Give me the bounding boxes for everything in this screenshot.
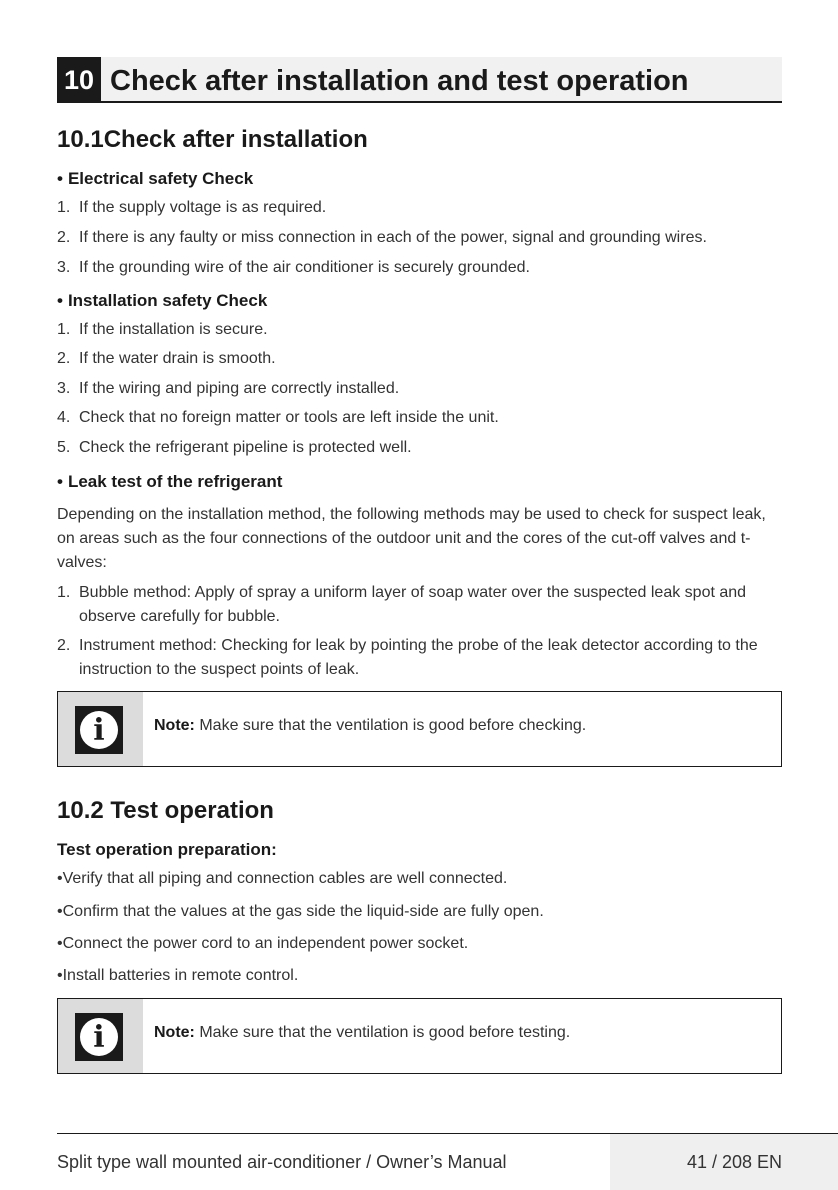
footer-doc-title: Split type wall mounted air-conditioner / Owner’s Manual [57, 1152, 507, 1172]
heading-leak-test: • Leak test of the refrigerant [57, 472, 283, 491]
info-icon: i [75, 1013, 123, 1061]
list-item: 5. Check the refrigerant pipeline is protected well. [57, 439, 412, 456]
section-number: 10 [57, 57, 101, 101]
footer-page-box [610, 1134, 838, 1190]
info-icon: i [75, 706, 123, 754]
page-number: 41 / 208 EN [686, 1152, 782, 1172]
note-text: Note: Make sure that the ventilation is good before checking. [154, 717, 587, 734]
list-item: 2. If there is any faulty or miss connection in each of the power, signal and grounding wires. [57, 229, 707, 246]
heading-test-preparation: Test operation preparation: [57, 840, 277, 859]
note-box-testing [57, 998, 782, 1074]
list-item: 2. If the water drain is smooth. [57, 350, 276, 367]
leak-intro: Depending on the installation method, the following methods may be used to check for suspect leak, on areas such as the four connections of the outdoor unit and the cores of the cut-off valves and t-valves: [57, 506, 766, 571]
heading-installation-safety: • Installation safety Check [57, 291, 268, 310]
list-item: •Confirm that the values at the gas side the liquid-side are fully open. [57, 903, 544, 920]
section-title: Check after installation and test operation [110, 65, 689, 97]
list-item: •Connect the power cord to an independent power socket. [57, 935, 469, 952]
section-header [57, 57, 782, 103]
list-item: 4. Check that no foreign matter or tools are left inside the unit. [57, 409, 499, 426]
note-box-checking [57, 691, 782, 767]
list-item: 3. If the wiring and piping are correctly installed. [57, 380, 400, 397]
list-item: 3. If the grounding wire of the air conditioner is securely grounded. [57, 259, 530, 276]
list-item: 1. Bubble method: Apply of spray a uniform layer of soap water over the suspected leak spot and observe carefully for bubble. [57, 584, 747, 625]
note-text: Note: Make sure that the ventilation is good before testing. [154, 1024, 571, 1041]
list-item: 1. If the installation is secure. [57, 321, 268, 338]
subsection-title-test: 10.2 Test operation [57, 797, 274, 824]
list-item: •Install batteries in remote control. [57, 967, 299, 984]
list-item: 1. If the supply voltage is as required. [57, 199, 327, 216]
list-item: 2. Instrument method: Checking for leak by pointing the probe of the leak detector according to the instruction to the suspect points of leak. [57, 637, 758, 678]
heading-electrical-safety: • Electrical safety Check [57, 169, 254, 188]
subsection-title-check: 10.1Check after installation [57, 126, 368, 153]
list-item: •Verify that all piping and connection cables are well connected. [57, 870, 508, 887]
